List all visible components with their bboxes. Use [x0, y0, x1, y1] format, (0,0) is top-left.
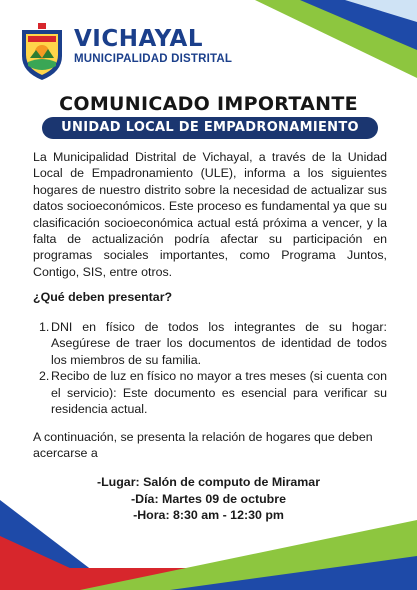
- brand-block: [74, 26, 232, 66]
- section-banner: UNIDAD LOCAL DE EMPADRONAMIENTO: [42, 117, 378, 139]
- continuation-text: A continuación, se presenta la relación de hogares que deben acercarse a: [33, 430, 373, 461]
- detail-place: -Lugar: Salón de computo de Miramar: [96, 475, 321, 489]
- header: [18, 22, 232, 82]
- list-text: DNI en físico de todos los integrantes de su hogar: Asegúrese de traer los documentos de identidad de todos los miembros de su familia.: [51, 320, 387, 367]
- detail-day: -Día: Martes 09 de octubre: [131, 491, 286, 506]
- list-number: 2.: [39, 369, 50, 384]
- list-item: [33, 319, 387, 368]
- list-text: Recibo de luz en físico no mayor a tres meses (si cuenta con el servicio): Este documento es esencial para verificar su residencia actual.: [51, 369, 387, 417]
- page-title: COMUNICADO IMPORTANTE: [59, 93, 358, 115]
- requirements-list: [33, 319, 387, 417]
- brand-name: VICHAYAL: [74, 26, 203, 52]
- intro-paragraph: La Municipalidad Distrital de Vichayal, a través de la Unidad Local de Empadronamiento (ULE), informa a los siguientes hogares de nuestro distrito sobre la necesidad de actualizar sus datos socioeconómicos. Este proceso es fundamental ya que su clasificación socioeconómica actual está próxima a vencer, y la falta de actualización podría afectar su participación en programas sociales importantes, como Programa Juntos, Contigo, SIS, entre otros.: [33, 150, 387, 279]
- detail-time: -Hora: 8:30 am - 12:30 pm: [133, 508, 284, 523]
- list-number: 1.: [39, 320, 50, 334]
- brand-subtitle: MUNICIPALIDAD DISTRITAL: [74, 53, 233, 65]
- municipal-crest-icon: [18, 22, 66, 82]
- requirements-heading: ¿Qué deben presentar?: [33, 290, 173, 304]
- list-item: [33, 368, 387, 417]
- event-details: [0, 474, 417, 524]
